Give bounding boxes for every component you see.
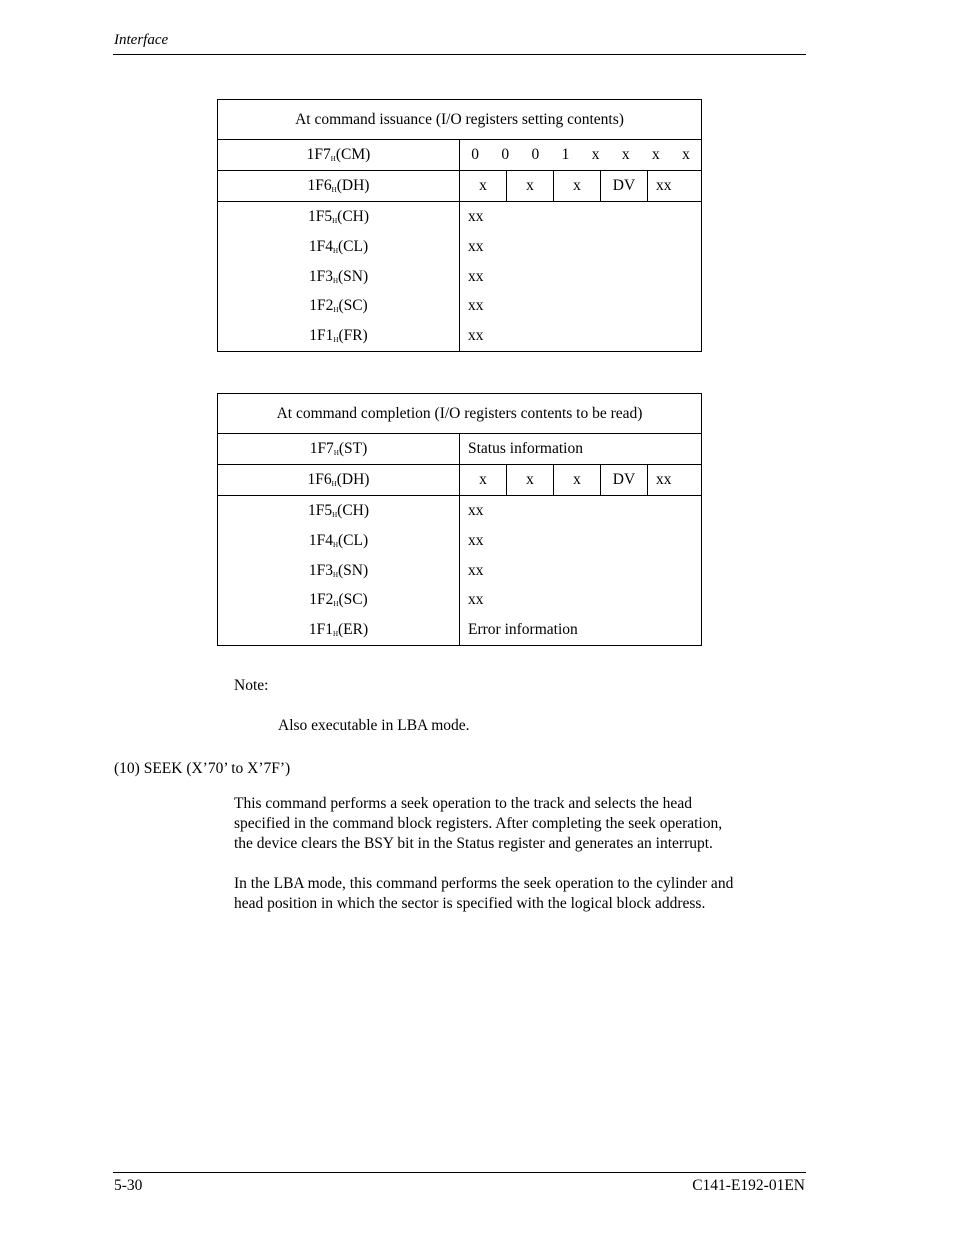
page-number: 5-30 (114, 1177, 143, 1194)
completion-register-table (217, 393, 702, 646)
dh-cell: x (507, 465, 554, 495)
bit-2: x (621, 146, 630, 163)
register-label: $1F6_H(DH)$ (218, 465, 460, 496)
section-heading: (10) SEEK (X’70’ to X’7F’) (114, 760, 291, 777)
dh-cell: x (554, 171, 601, 201)
device-head-cells (460, 171, 702, 202)
dh-cell: x (554, 465, 601, 495)
device-head-cells (460, 465, 702, 496)
running-header: Interface (114, 32, 169, 48)
table-row (218, 434, 702, 465)
register-label: $1F6_H(DH)$ (218, 171, 460, 202)
bit-1: x (651, 146, 660, 163)
bit-6: 0 (501, 146, 510, 163)
footer-rule (113, 1172, 806, 1173)
dh-rest: xx (656, 471, 672, 488)
table-row (218, 171, 702, 202)
status-value: Status information (460, 434, 702, 465)
bit-7: 0 (471, 146, 479, 163)
note-label: Note: (234, 677, 269, 694)
dh-cell: x (460, 171, 507, 201)
dh-cell: DV (601, 171, 648, 201)
command-bits (460, 140, 702, 171)
bit-4: 1 (561, 146, 570, 163)
table-title: At command issuance (I/O registers setting contents) (218, 100, 702, 140)
table-title: At command completion (I/O registers contents to be read) (218, 394, 702, 434)
issuance-register-table (217, 99, 702, 352)
dh-cell: x (507, 171, 554, 201)
paragraph-1: This command performs a seek operation to the track and selects the head specified in the command block registers. After completing the seek operation, the device clears the BSY bit in the Status register and generates an interrupt. (234, 795, 723, 852)
bit-5: 0 (531, 146, 540, 163)
register-label: $1F7_H(ST)$ (218, 434, 460, 465)
document-id: C141-E192-01EN (692, 1177, 805, 1194)
table-row (218, 465, 702, 496)
table-row (218, 496, 702, 646)
bit-0: x (682, 146, 690, 163)
register-value-stack: xx xx xx xx Error information (460, 496, 702, 646)
register-label-stack: $1F5_H(CH)$ $1F4_H(CL)$ $1F3_H(SN)$ $1F2_H(SC)$ $1F1_H(ER)$ (218, 496, 460, 646)
register-label: $1F7_H(CM)$ (218, 140, 460, 171)
register-value-stack: xx xx xx xx xx (460, 202, 702, 352)
dh-rest: xx (656, 177, 672, 194)
table-row (218, 202, 702, 352)
register-label-stack: $1F5_H(CH)$ $1F4_H(CL)$ $1F3_H(SN)$ $1F2_H(SC)$ $1F1_H(FR)$ (218, 202, 460, 352)
table-row (218, 140, 702, 171)
note-text: Also executable in LBA mode. (278, 717, 470, 734)
header-rule (113, 54, 806, 55)
dh-cell: DV (601, 465, 648, 495)
bit-3: x (591, 146, 600, 163)
paragraph-2: In the LBA mode, this command performs the seek operation to the cylinder and head position in which the sector is specified with the logical block address. (234, 875, 734, 912)
dh-cell: x (460, 465, 507, 495)
